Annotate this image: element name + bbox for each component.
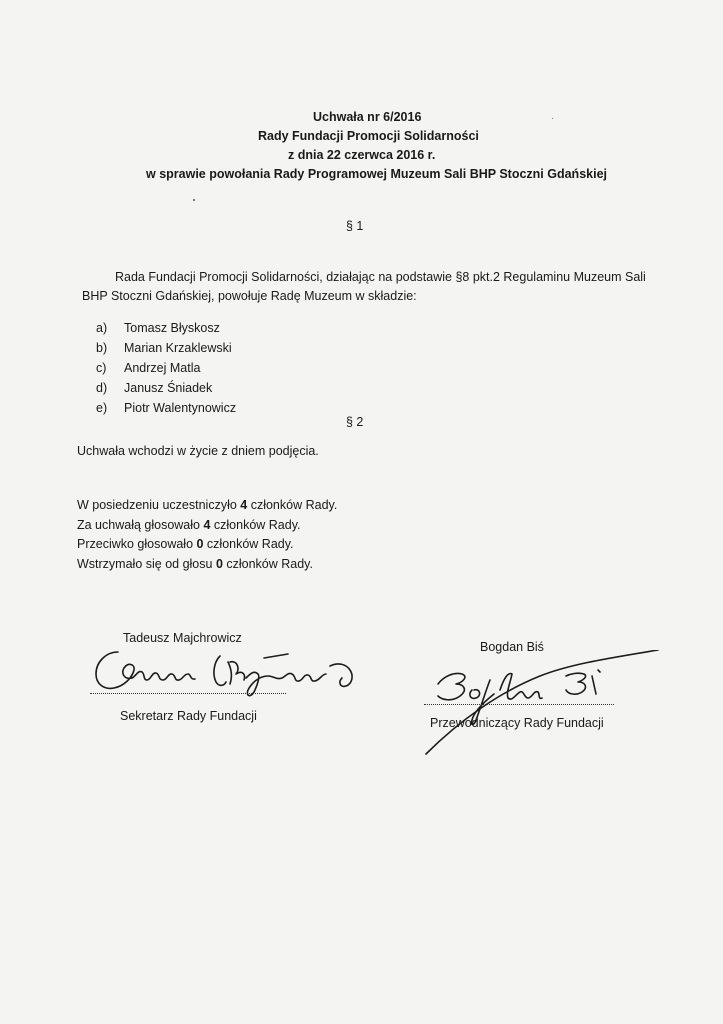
chairman-signature-line [424, 704, 614, 705]
chairman-name: Bogdan Biś [480, 640, 544, 654]
secretary-name: Tadeusz Majchrowicz [123, 631, 242, 645]
list-item: c) Andrzej Matla [96, 361, 201, 375]
scan-speck [552, 118, 553, 119]
voting-results [77, 496, 337, 574]
section-2-mark: § 2 [346, 415, 364, 429]
resolution-number: Uchwała nr 6/2016 [313, 110, 422, 124]
list-item: e) Piotr Walentynowicz [96, 401, 237, 415]
secretary-signature-line [90, 693, 286, 694]
secretary-signature [88, 640, 368, 700]
council-name: Rady Fundacji Promocji Solidarności [258, 129, 479, 143]
section-1-mark: § 1 [346, 219, 364, 233]
chairman-signature [420, 650, 660, 760]
section-1-paragraph-line2: BHP Stoczni Gdańskiej, powołuje Radę Muzeum w składzie: [82, 289, 417, 303]
members-list [96, 318, 236, 418]
chairman-role: Przewodniczący Rady Fundacji [430, 716, 604, 730]
vote-against: Przeciwko głosowało 0 członków Rady. [77, 537, 294, 551]
section-1-paragraph-line1: Rada Fundacji Promocji Solidarności, działając na podstawie §8 pkt.2 Regulaminu Muzeum Sali [115, 270, 646, 284]
section-2-text: Uchwała wchodzi w życie z dniem podjęcia. [77, 444, 319, 458]
list-item: a) Tomasz Błyskosz [96, 321, 220, 335]
scan-speck [193, 199, 195, 201]
vote-participants: W posiedzeniu uczestniczyło 4 członków Rady. [77, 498, 338, 512]
vote-abstain: Wstrzymało się od głosu 0 członków Rady. [77, 556, 313, 571]
resolution-subject: w sprawie powołania Rady Programowej Muzeum Sali BHP Stoczni Gdańskiej [146, 167, 607, 181]
secretary-role: Sekretarz Rady Fundacji [120, 709, 257, 723]
list-item: b) Marian Krzaklewski [96, 341, 232, 355]
resolution-date: z dnia 22 czerwca 2016 r. [288, 148, 436, 162]
vote-for: Za uchwałą głosowało 4 członków Rady. [77, 517, 301, 532]
list-item: d) Janusz Śniadek [96, 381, 213, 395]
